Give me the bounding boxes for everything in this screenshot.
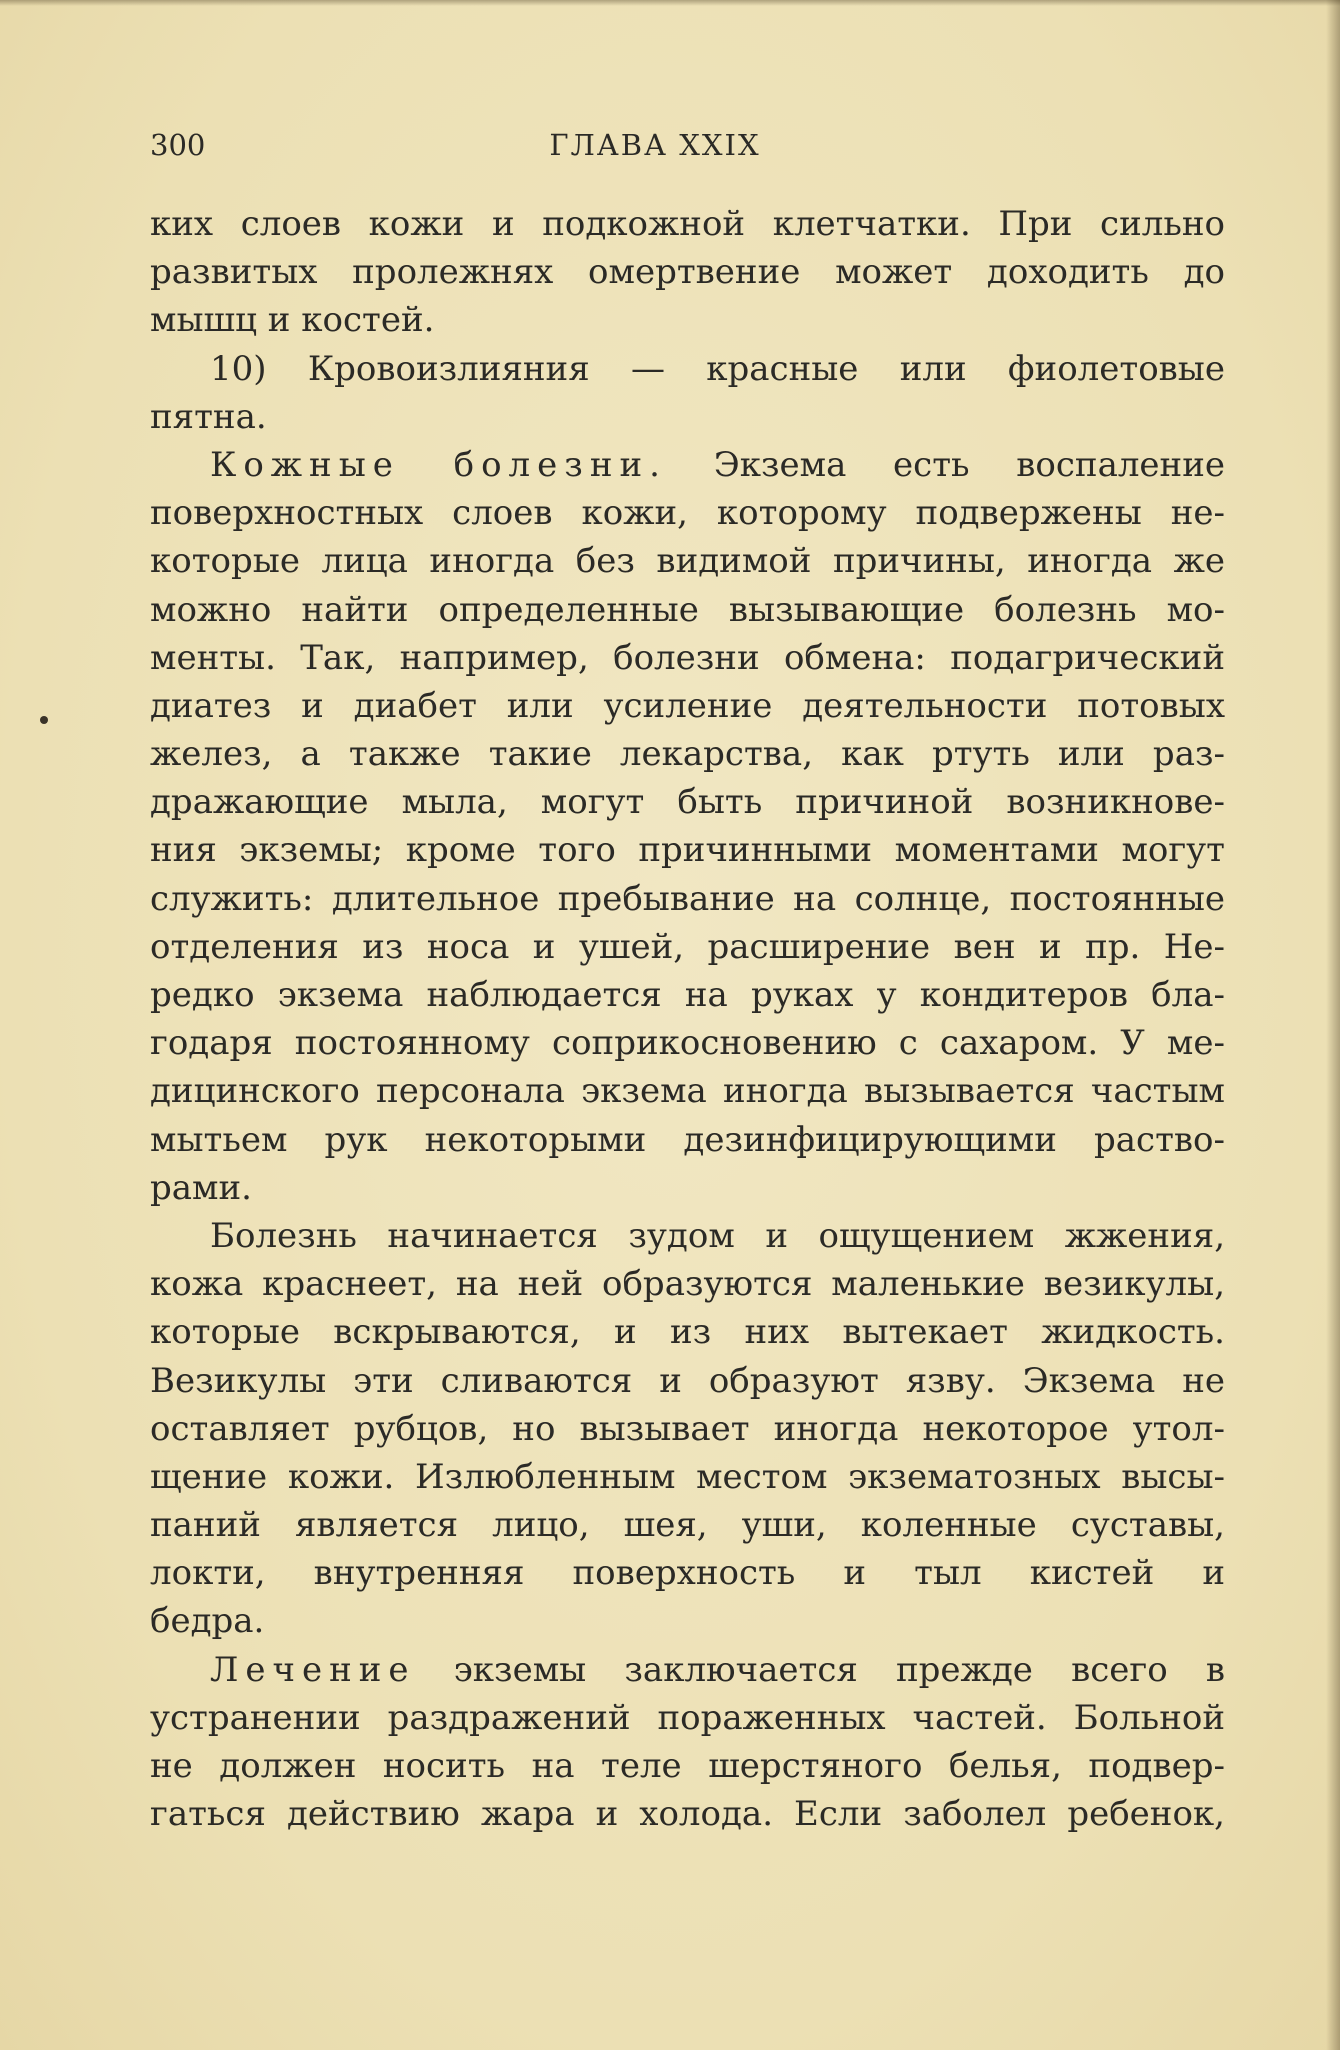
text-line: не должен носить на теле шерстяного белья, подвер- (150, 1746, 1225, 1786)
text-line: Везикулы эти сливаются и образуют язву. Экзема не (150, 1360, 1225, 1401)
text-line: желез, а также такие лекарства, как ртуть или раз- (150, 734, 1225, 775)
text-line: устранении раздражений пораженных частей. Больной (150, 1697, 1225, 1738)
text-line: мышц и костей. (150, 300, 435, 341)
text-line: кожа краснеет, на ней образуются маленькие везикулы, (150, 1264, 1225, 1305)
text-line: которые лица иногда без видимой причины, иногда же (150, 541, 1225, 582)
text-line: поверхностных слоев кожи, которому подвержены не- (150, 493, 1225, 534)
text-line: 10) Кровоизлияния — красные или фиолетовые (210, 348, 1225, 389)
text-line: ких слоев кожи и подкожной клетчатки. При сильно (150, 204, 1225, 244)
text-line (150, 1646, 1225, 1694)
section-heading: Кожные болезни. (210, 444, 667, 485)
body-text (150, 200, 1225, 1838)
text-line: оставляет рубцов, но вызывает иногда некоторое утол- (150, 1408, 1225, 1449)
text-line: бедра. (150, 1601, 265, 1642)
page-number: 300 (150, 128, 206, 162)
margin-dot (40, 716, 48, 724)
text-line: дицинского персонала экзема иногда вызывается частым (150, 1071, 1225, 1112)
text-line: дражающие мыла, могут быть причиной возникнове- (150, 782, 1225, 823)
text-line: отделения из носа и ушей, расширение вен и пр. Не- (150, 926, 1225, 967)
text-run: экземы заключается прежде всего в (453, 1649, 1225, 1690)
text-line: ния экземы; кроме того причинными моментами могут (150, 830, 1225, 871)
text-line: развитых пролежнях омертвение может доходить до (150, 252, 1225, 293)
text-line: служить: длительное пребывание на солнце, постоянные (150, 878, 1225, 919)
text-line: годаря постоянному соприкосновению с сахаром. У ме- (150, 1023, 1225, 1064)
text-line: Болезнь начинается зудом и ощущением жжения, (210, 1215, 1225, 1256)
section-heading: Лечение (210, 1649, 416, 1690)
text-line: паний является лицо, шея, уши, коленные суставы, (150, 1505, 1225, 1546)
text-line: редко экзема наблюдается на руках у кондитеров бла- (150, 975, 1225, 1015)
text-line: пятна. (150, 396, 267, 437)
text-run: Экзема есть воспаление (713, 444, 1226, 485)
text-line: которые вскрываются, и из них вытекает жидкость. (150, 1312, 1225, 1353)
text-line: щение кожи. Излюбленным местом экзематозных высы- (150, 1456, 1225, 1497)
text-line: рами. (150, 1167, 252, 1208)
running-head: ГЛАВА XXIX (549, 128, 761, 162)
text-line: локти, внутренняя поверхность и тыл кистей и (150, 1553, 1225, 1594)
text-line: диатез и диабет или усиление деятельности потовых (150, 685, 1225, 726)
text-line: мытьем рук некоторыми дезинфицирующими раство- (150, 1119, 1225, 1160)
text-line: можно найти определенные вызывающие болезнь мо- (150, 589, 1225, 630)
text-line: гаться действию жара и холода. Если заболел ребенок, (150, 1794, 1225, 1835)
page-header (150, 128, 1220, 168)
text-line: менты. Так, например, болезни обмена: подагрический (150, 637, 1225, 678)
text-line (150, 441, 1225, 489)
